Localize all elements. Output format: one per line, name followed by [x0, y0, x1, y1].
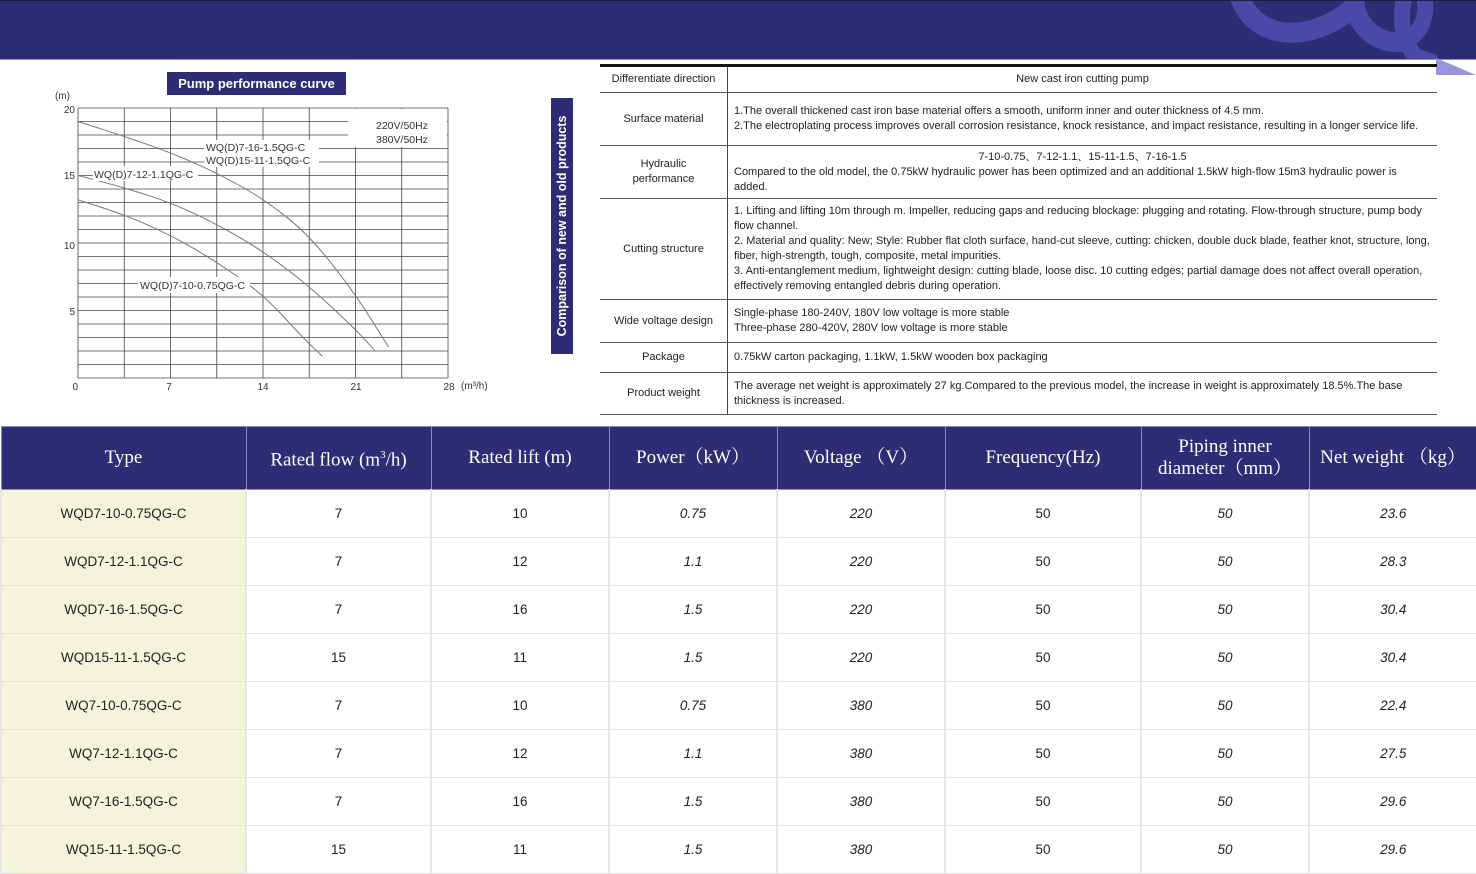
cell-rated-lift: 10	[431, 490, 609, 538]
cell-rated-lift: 10	[431, 682, 609, 730]
series-label-7-16: WQ(D)7-16-1.5QG-C	[206, 142, 306, 154]
y-tick-15: 15	[63, 171, 75, 182]
spec-table	[0, 426, 1476, 874]
annotation-220v: 220V/50Hz	[376, 120, 428, 132]
cell-piping-diameter: 50	[1141, 778, 1309, 826]
comparison-line: 3. Anti-entanglement medium, lightweight design: cutting blade, loose disc. 10 cutting edges; partial damage does not affect overall operation, effectively removing entangled debris during operation.	[734, 265, 1423, 292]
cell-type: WQ7-12-1.1QG-C	[1, 730, 246, 778]
cell-power: 1.5	[609, 586, 777, 634]
cell-power: 1.1	[609, 730, 777, 778]
comparison-value	[728, 373, 1438, 415]
x-tick-21: 21	[350, 382, 362, 393]
cell-rated-flow: 15	[246, 826, 431, 874]
cell-piping-diameter: 50	[1141, 826, 1309, 874]
x-tick-14: 14	[257, 382, 269, 393]
spec-row	[1, 490, 1476, 538]
cell-piping-diameter: 50	[1141, 490, 1309, 538]
cell-power: 1.5	[609, 778, 777, 826]
comparison-key: Package	[600, 343, 728, 373]
cell-rated-lift: 12	[431, 538, 609, 586]
comparison-row	[600, 373, 1437, 415]
series-label-7-10: WQ(D)7-10-0.75QG-C	[140, 280, 246, 292]
comparison-line: The average net weight is approximately 27 kg.Compared to the previous model, the increase in weight is approximately 18.5%.The base thickness is increased.	[734, 379, 1403, 407]
spec-row	[1, 730, 1476, 778]
comparison-line: 2. Material and quality: New; Style: Rubber flat cloth surface, hand-cut sleeve, cutting: chicken, double duck blade, feather knot, structure, long, fiber, high-strength, tough, composite, metal impurities.	[734, 235, 1430, 262]
cell-type: WQD7-12-1.1QG-C	[1, 538, 246, 586]
cell-rated-flow: 7	[246, 586, 431, 634]
series-label-7-12: WQ(D)7-12-1.1QG-C	[94, 169, 194, 181]
y-tick-20: 20	[63, 105, 75, 116]
header-rated-flow: Rated flow $(m^3/h)$	[246, 427, 431, 490]
comparison-line: Single-phase 180-240V, 180V low voltage is more stable	[734, 307, 1010, 319]
cell-voltage: 380	[777, 826, 945, 874]
comparison-line: 0.75kW carton packaging, 1.1kW, 1.5kW wooden box packaging	[734, 351, 1048, 363]
cell-rated-lift: 11	[431, 634, 609, 682]
comparison-side-label	[551, 98, 573, 354]
x-axis-unit: (m³/h)	[461, 381, 488, 392]
header-rated-lift: Rated lift (m)	[431, 427, 609, 490]
spec-row	[1, 826, 1476, 874]
cell-frequency: 50	[945, 778, 1141, 826]
annotation-380v: 380V/50Hz	[376, 134, 428, 146]
cell-frequency: 50	[945, 538, 1141, 586]
cell-net-weight: 30.4	[1309, 586, 1476, 634]
header-voltage: Voltage （V）	[777, 427, 945, 490]
cell-rated-flow: 7	[246, 682, 431, 730]
cell-voltage: 380	[777, 682, 945, 730]
swirl-logo-decoration	[1220, 1, 1476, 59]
comparison-table	[600, 64, 1437, 415]
comparison-row	[600, 146, 1437, 199]
spec-row	[1, 538, 1476, 586]
cell-piping-diameter: 50	[1141, 634, 1309, 682]
cell-rated-lift: 16	[431, 778, 609, 826]
header-frequency: Frequency(Hz)	[945, 427, 1141, 490]
cell-piping-diameter: 50	[1141, 730, 1309, 778]
header-power: Power（kW）	[609, 427, 777, 490]
cell-voltage: 380	[777, 730, 945, 778]
cell-rated-flow: 7	[246, 778, 431, 826]
cell-type: WQD15-11-1.5QG-C	[1, 634, 246, 682]
cell-rated-flow: 15	[246, 634, 431, 682]
cell-frequency: 50	[945, 730, 1141, 778]
comparison-key: Cutting structure	[600, 199, 728, 300]
cell-net-weight: 29.6	[1309, 826, 1476, 874]
comparison-header-key: Differentiate direction	[600, 66, 728, 93]
cell-rated-lift: 16	[431, 586, 609, 634]
comparison-value	[728, 146, 1438, 199]
pump-performance-chart	[40, 85, 510, 400]
y-tick-5: 5	[69, 307, 75, 318]
spec-header-row	[1, 427, 1476, 490]
comparison-side-label-text: Comparison of new and old products	[555, 115, 569, 337]
comparison-line: 7-10-0.75、7-12-1.1、15-11-1.5、7-16-1.5	[978, 150, 1187, 163]
cell-net-weight: 27.5	[1309, 730, 1476, 778]
cell-power: 1.1	[609, 538, 777, 586]
comparison-line: Compared to the old model, the 0.75kW hydraulic power has been optimized and an additional 1.5kW high-flow 15m3 hydraulic power is added.	[734, 165, 1397, 193]
cell-type: WQ7-10-0.75QG-C	[1, 682, 246, 730]
x-tick-28: 28	[443, 382, 455, 393]
cell-rated-lift: 12	[431, 730, 609, 778]
cell-rated-flow: 7	[246, 730, 431, 778]
x-tick-0: 0	[72, 382, 78, 393]
cell-type: WQ7-16-1.5QG-C	[1, 778, 246, 826]
cell-type: WQD7-10-0.75QG-C	[1, 490, 246, 538]
y-axis-unit: (m)	[55, 91, 70, 102]
comparison-value	[728, 93, 1438, 146]
comparison-key: Surface material	[600, 93, 728, 146]
cell-type: WQ15-11-1.5QG-C	[1, 826, 246, 874]
cell-type: WQD7-16-1.5QG-C	[1, 586, 246, 634]
cell-frequency: 50	[945, 586, 1141, 634]
comparison-key: Wide voltage design	[600, 300, 728, 343]
cell-power: 0.75	[609, 490, 777, 538]
cell-rated-flow: 7	[246, 538, 431, 586]
cell-piping-diameter: 50	[1141, 538, 1309, 586]
comparison-header-value: New cast iron cutting pump	[728, 66, 1438, 93]
comparison-line: 1.The overall thickened cast iron base material offers a smooth, uniform inner and outer thickness of 4.5 mm.	[734, 105, 1264, 117]
cell-voltage: 220	[777, 538, 945, 586]
header-piping-diameter: Piping inner diameter（mm）	[1141, 427, 1309, 490]
cell-net-weight: 30.4	[1309, 634, 1476, 682]
cell-net-weight: 23.6	[1309, 490, 1476, 538]
cell-voltage: 220	[777, 586, 945, 634]
cell-frequency: 50	[945, 490, 1141, 538]
cell-net-weight: 28.3	[1309, 538, 1476, 586]
comparison-row	[600, 300, 1437, 343]
spec-row	[1, 682, 1476, 730]
comparison-header-row	[600, 66, 1437, 93]
comparison-row	[600, 343, 1437, 373]
cell-piping-diameter: 50	[1141, 586, 1309, 634]
header-banner	[0, 0, 1476, 59]
series-label-15-11: WQ(D)15-11-1.5QG-C	[206, 155, 311, 167]
comparison-row	[600, 93, 1437, 146]
cell-power: 1.5	[609, 826, 777, 874]
cell-frequency: 50	[945, 682, 1141, 730]
cell-rated-flow: 7	[246, 490, 431, 538]
header-net-weight: Net weight （kg）	[1309, 427, 1476, 490]
y-tick-10: 10	[63, 241, 75, 252]
comparison-key	[600, 146, 728, 199]
cell-frequency: 50	[945, 634, 1141, 682]
cell-power: 0.75	[609, 682, 777, 730]
banner-divider	[0, 59, 1476, 60]
spec-row	[1, 778, 1476, 826]
cell-power: 1.5	[609, 634, 777, 682]
header-type: Type	[1, 427, 246, 490]
corner-triangle-decoration	[1436, 58, 1476, 76]
comparison-key-text: Hydraulic performance	[632, 158, 695, 185]
cell-voltage: 220	[777, 490, 945, 538]
cell-voltage: 380	[777, 778, 945, 826]
cell-frequency: 50	[945, 826, 1141, 874]
comparison-value	[728, 300, 1438, 343]
comparison-line: Three-phase 280-420V, 280V low voltage is more stable	[734, 322, 1008, 334]
comparison-value	[728, 343, 1438, 373]
spec-row	[1, 634, 1476, 682]
cell-voltage: 220	[777, 634, 945, 682]
spec-row	[1, 586, 1476, 634]
comparison-key: Product weight	[600, 373, 728, 415]
chart-title: Pump performance curve	[167, 72, 346, 95]
comparison-row	[600, 199, 1437, 300]
comparison-line: 2.The electroplating process improves overall corrosion resistance, knock resistance, and impact resistance, resulting in a longer service life.	[734, 120, 1419, 132]
cell-net-weight: 22.4	[1309, 682, 1476, 730]
x-tick-7: 7	[166, 382, 172, 393]
cell-rated-lift: 11	[431, 826, 609, 874]
cell-net-weight: 29.6	[1309, 778, 1476, 826]
comparison-line: 1. Lifting and lifting 10m through m. Impeller, reducing gaps and reducing blockage: plugging and rotating. Flow-through structure, pump body flow channel.	[734, 205, 1422, 232]
cell-piping-diameter: 50	[1141, 682, 1309, 730]
comparison-value	[728, 199, 1438, 300]
